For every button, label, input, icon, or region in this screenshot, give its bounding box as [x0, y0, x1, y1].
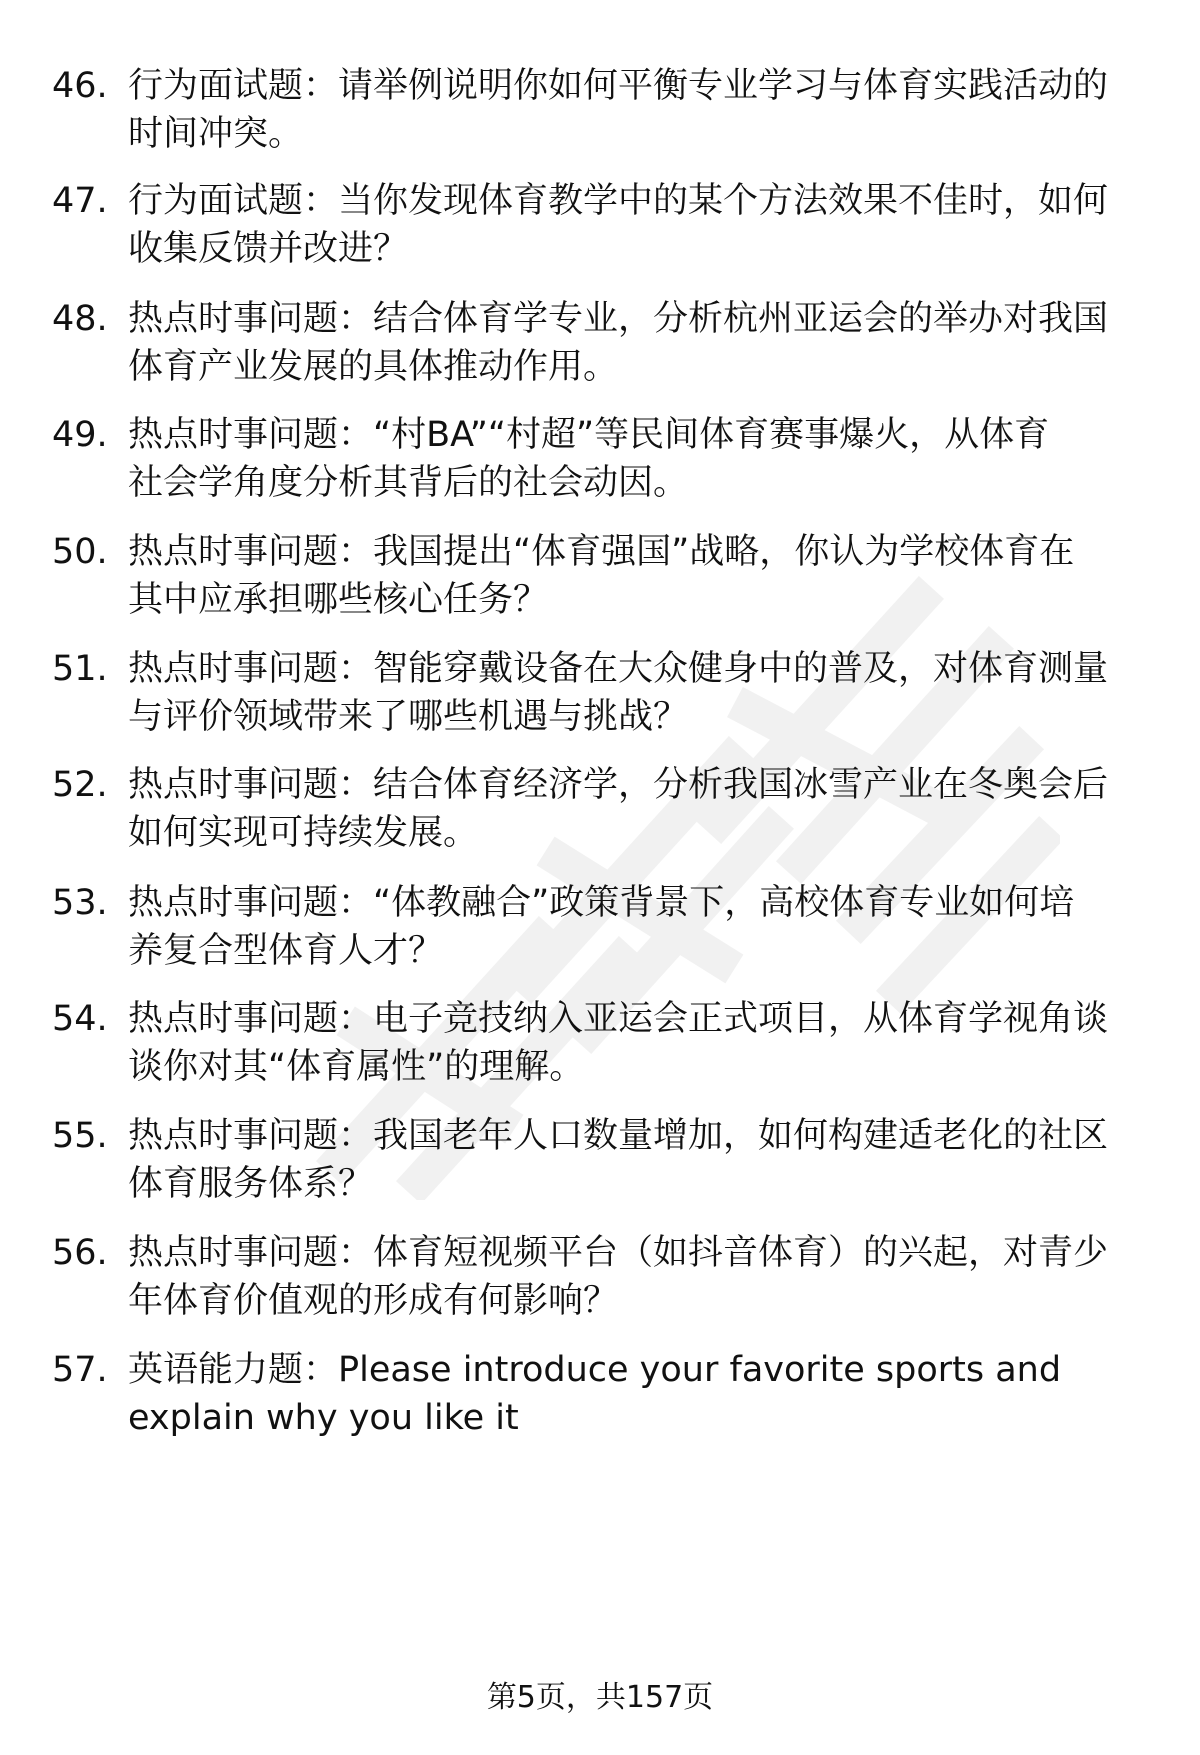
- question-number: 49.: [52, 415, 108, 455]
- question-text-line: 行为面试题：请举例说明你如何平衡专业学习与体育实践活动的: [128, 66, 1109, 106]
- question-item: [0, 1346, 1200, 1456]
- question-text-line: 收集反馈并改进？: [128, 229, 409, 269]
- question-number: 50.: [52, 532, 108, 572]
- question-item: [0, 1112, 1200, 1222]
- question-number: 57.: [52, 1350, 108, 1390]
- question-text-line: 体育产业发展的具体推动作用。: [128, 347, 619, 387]
- question-item: [0, 1229, 1200, 1339]
- question-text-line: 如何实现可持续发展。: [128, 813, 479, 853]
- question-number: 52.: [52, 765, 108, 805]
- question-number: 56.: [52, 1233, 108, 1273]
- question-text-line: 社会学角度分析其背后的社会动因。: [128, 463, 689, 503]
- question-text-line: 热点时事问题：我国老年人口数量增加，如何构建适老化的社区: [128, 1116, 1109, 1156]
- question-number: 51.: [52, 649, 108, 689]
- question-item: [0, 177, 1200, 287]
- question-item: [0, 528, 1200, 638]
- question-text-line: 养复合型体育人才？: [128, 931, 444, 971]
- question-item: [0, 761, 1200, 871]
- page-indicator: 第5页，共157页: [486, 1680, 714, 1715]
- question-text-line: 热点时事问题：结合体育经济学，分析我国冰雪产业在冬奥会后: [128, 765, 1109, 805]
- question-number: 47.: [52, 181, 108, 221]
- question-item: [0, 879, 1200, 989]
- question-text-line: 英语能力题：Please introduce your favorite sports and: [128, 1350, 1062, 1390]
- question-item: [0, 995, 1200, 1105]
- question-text-line: 热点时事问题：体育短视频平台（如抖音体育）的兴起，对青少: [128, 1233, 1109, 1273]
- question-text-line: 行为面试题：当你发现体育教学中的某个方法效果不佳时，如何: [128, 181, 1109, 221]
- question-text-line: 热点时事问题：“体教融合”政策背景下，高校体育专业如何培: [128, 883, 1075, 923]
- question-number: 55.: [52, 1116, 108, 1156]
- question-number: 46.: [52, 66, 108, 106]
- question-text-line: 其中应承担哪些核心任务？: [128, 580, 549, 620]
- question-text-line: 热点时事问题：我国提出“体育强国”战略，你认为学校体育在: [128, 532, 1075, 572]
- question-text-line: explain why you like it: [128, 1398, 519, 1438]
- question-item: [0, 62, 1200, 172]
- question-text-line: 热点时事问题：智能穿戴设备在大众健身中的普及，对体育测量: [128, 649, 1109, 689]
- question-number: 48.: [52, 299, 108, 339]
- question-text-line: 热点时事问题：电子竞技纳入亚运会正式项目，从体育学视角谈: [128, 999, 1109, 1039]
- question-text-line: 热点时事问题：结合体育学专业，分析杭州亚运会的举办对我国: [128, 299, 1109, 339]
- question-text-line: 年体育价值观的形成有何影响？: [128, 1281, 619, 1321]
- question-text-line: 热点时事问题：“村BA”“村超”等民间体育赛事爆火，从体育: [128, 415, 1050, 455]
- question-number: 53.: [52, 883, 108, 923]
- question-item: [0, 411, 1200, 521]
- question-text-line: 体育服务体系？: [128, 1164, 374, 1204]
- question-text-line: 时间冲突。: [128, 114, 304, 154]
- question-item: [0, 645, 1200, 755]
- question-text-line: 谈你对其“体育属性”的理解。: [128, 1047, 585, 1087]
- question-item: [0, 295, 1200, 405]
- question-text-line: 与评价领域带来了哪些机遇与挑战？: [128, 697, 689, 737]
- question-number: 54.: [52, 999, 108, 1039]
